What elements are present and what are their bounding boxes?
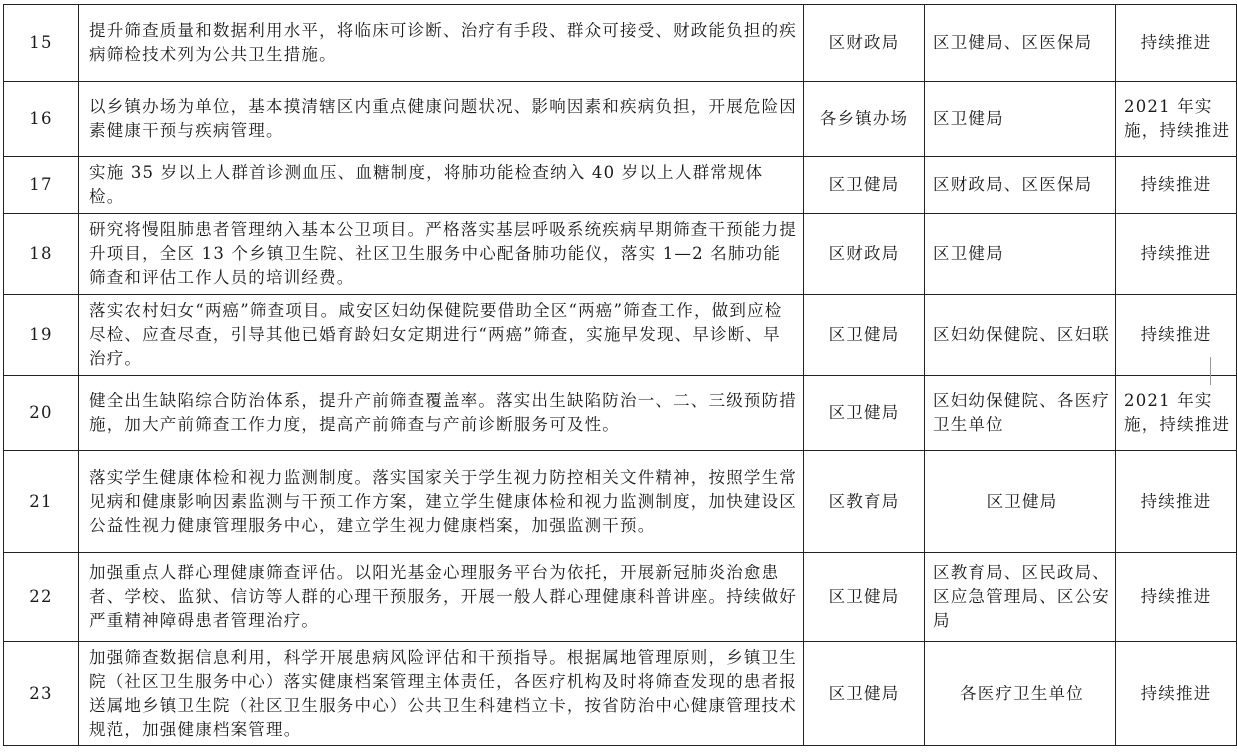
lead-unit: 区卫健局 — [804, 295, 925, 376]
task-description: 研究将慢阻肺患者管理纳入基本公卫项目。严格落实基层呼吸系统疾病早期筛查干预能力提升项目，全区 13 个乡镇卫生院、社区卫生服务中心配备肺功能仪，落实 1—2 名肺功能筛查和评估工作人员的培训经费。 — [79, 214, 804, 295]
row-number: 17 — [4, 157, 79, 214]
page-edge-mark — [1210, 357, 1215, 385]
row-number: 15 — [4, 5, 79, 82]
cooperating-units: 区妇幼保健院、区妇联 — [925, 295, 1116, 376]
lead-unit: 区卫健局 — [804, 157, 925, 214]
table-row — [4, 82, 1237, 157]
row-number: 22 — [4, 553, 79, 642]
cooperating-units: 区卫健局 — [925, 451, 1116, 553]
time-limit: 持续推进 — [1116, 214, 1237, 295]
row-number: 16 — [4, 82, 79, 157]
table-row — [4, 553, 1237, 642]
task-description: 健全出生缺陷综合防治体系，提升产前筛查覆盖率。落实出生缺陷防治一、二、三级预防措施，加大产前筛查工作力度，提高产前筛查与产前诊断服务可及性。 — [79, 376, 804, 451]
row-number: 23 — [4, 642, 79, 746]
cooperating-units: 区卫健局、区医保局 — [925, 5, 1116, 82]
lead-unit: 区财政局 — [804, 214, 925, 295]
row-number: 19 — [4, 295, 79, 376]
task-description: 提升筛查质量和数据利用水平，将临床可诊断、治疗有手段、群众可接受、财政能负担的疾病筛检技术列为公共卫生措施。 — [79, 5, 804, 82]
time-limit: 2021 年实施，持续推进 — [1116, 376, 1237, 451]
table-row — [4, 157, 1237, 214]
table-row — [4, 642, 1237, 746]
time-limit: 持续推进 — [1116, 642, 1237, 746]
time-limit: 持续推进 — [1116, 451, 1237, 553]
lead-unit: 区教育局 — [804, 451, 925, 553]
table-row — [4, 376, 1237, 451]
cooperating-units: 区妇幼保健院、各医疗卫生单位 — [925, 376, 1116, 451]
table-row — [4, 451, 1237, 553]
task-description: 实施 35 岁以上人群首诊测血压、血糖制度，将肺功能检查纳入 40 岁以上人群常规体检。 — [79, 157, 804, 214]
lead-unit: 区卫健局 — [804, 642, 925, 746]
cooperating-units: 区财政局、区医保局 — [925, 157, 1116, 214]
cooperating-units: 区教育局、区民政局、区应急管理局、区公安局 — [925, 553, 1116, 642]
row-number: 18 — [4, 214, 79, 295]
task-description: 落实学生健康体检和视力监测制度。落实国家关于学生视力防控相关文件精神，按照学生常见病和健康影响因素监测与干预工作方案，建立学生健康体检和视力监测制度，加快建设区公益性视力健康管理服务中心，建立学生视力健康档案，加强监测干预。 — [79, 451, 804, 553]
time-limit: 持续推进 — [1116, 295, 1237, 376]
cooperating-units: 区卫健局 — [925, 82, 1116, 157]
time-limit: 持续推进 — [1116, 5, 1237, 82]
lead-unit: 区财政局 — [804, 5, 925, 82]
time-limit: 持续推进 — [1116, 553, 1237, 642]
time-limit: 持续推进 — [1116, 157, 1237, 214]
table-row — [4, 295, 1237, 376]
task-description: 加强筛查数据信息利用，科学开展患病风险评估和干预指导。根据属地管理原则，乡镇卫生院（社区卫生服务中心）落实健康档案管理主体责任，各医疗机构及时将筛查发现的患者报送属地乡镇卫生院（社区卫生服务中心）公共卫生科建档立卡，按省防治中心健康管理技术规范，加强健康档案管理。 — [79, 642, 804, 746]
row-number: 20 — [4, 376, 79, 451]
time-limit: 2021 年实施，持续推进 — [1116, 82, 1237, 157]
table-row — [4, 214, 1237, 295]
task-table — [3, 4, 1237, 746]
task-description: 以乡镇办场为单位，基本摸清辖区内重点健康问题状况、影响因素和疾病负担，开展危险因素健康干预与疾病管理。 — [79, 82, 804, 157]
row-number: 21 — [4, 451, 79, 553]
task-description: 加强重点人群心理健康筛查评估。以阳光基金心理服务平台为依托，开展新冠肺炎治愈患者、学校、监狱、信访等人群的心理干预服务，开展一般人群心理健康科普讲座。持续做好严重精神障碍患者管理治疗。 — [79, 553, 804, 642]
lead-unit: 各乡镇办场 — [804, 82, 925, 157]
table-row — [4, 5, 1237, 82]
cooperating-units: 各医疗卫生单位 — [925, 642, 1116, 746]
lead-unit: 区卫健局 — [804, 376, 925, 451]
lead-unit: 区卫健局 — [804, 553, 925, 642]
task-description: 落实农村妇女“两癌”筛查项目。咸安区妇幼保健院要借助全区“两癌”筛查工作，做到应检尽检、应查尽查，引导其他已婚育龄妇女定期进行“两癌”筛查，实施早发现、早诊断、早治疗。 — [79, 295, 804, 376]
cooperating-units: 区卫健局 — [925, 214, 1116, 295]
